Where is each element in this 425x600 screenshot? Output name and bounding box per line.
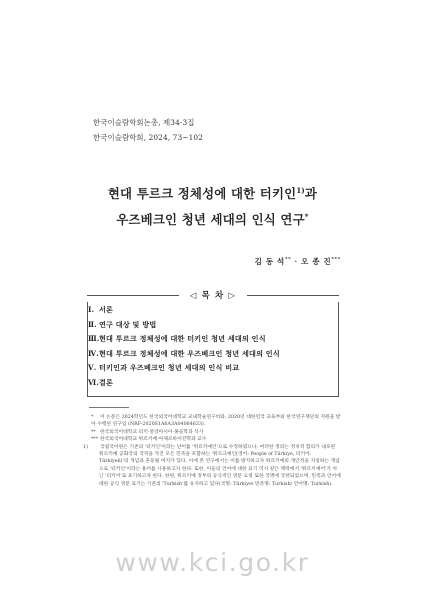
footnote-mark: 1) <box>83 444 88 450</box>
footnote-author2 <box>91 436 341 443</box>
author-line <box>255 256 341 267</box>
footnote-author1 <box>91 429 341 436</box>
article-title-line1 <box>0 184 425 202</box>
footnote-text: 이 논문은 2024학년도 한국외국어대학교 교내학술연구비와, 2020년 대한민국 교육부와 한국연구재단의 지원을 받아 수행된 연구임 (NRF-2020S1A6A3A04064633). <box>91 415 341 428</box>
toc-heading: ◁ 목 차 ▷ <box>189 290 237 300</box>
toc-item-number: Ⅱ. <box>88 319 97 329</box>
toc-item-label: 현대 투르크 정체성에 대한 터키인 청년 세대의 인식 <box>99 334 266 344</box>
toc-item-number: Ⅳ. <box>88 348 99 358</box>
journal-series: 한국이슬람학회논총, 제34-3집 <box>93 118 195 127</box>
footnote-text: 한국외국어대학교 튀르키예·아제르바이잔학과 교수 <box>100 437 207 443</box>
toc-list <box>88 305 280 393</box>
footnote-funding <box>91 414 341 429</box>
toc-item-label: 현대 투르크 정체성에 대한 우즈베크인 청년 세대의 인식 <box>99 348 280 358</box>
journal-citation: 한국이슬람학회, 2024, 73~102 <box>93 133 203 142</box>
footnote-text: 국립국어원은 기존의 '터키인'이라는 단어를 '튀르키예인'으로 수정하였으나, 여러한 정의는 정치적 함의가 내포된 튀르키예 공화국의 국적을 가진 모든 민족을 포함하는 '튀르크예인(영어: People of Türkiye, 터키어: Türkiyeli)'의 개념과 혼동될 여지가 있다. 이에 본 연구에서는 이를 방지하고자 튀르키예의 개인적을 지칭하는 개념으로 '터키인'이라는 용어를 사용하고자 한다. 또한, 이들의 언어에 대한 표기 역시 같은 맥락에서 '튀르키예어'가 아닌 '터키어'로 표기하고자 한다. 한편, 튀르키예 정부의 공식적인 영문 요청 또한 국명에 국한되었으며, 민족과 언어에 대한 공식 영문 표기는 기존의 'Turkish'를 유지하고 있다(국명: Türkiye/ 민족명: Turkish/ 언어명: Turkish). <box>99 444 341 487</box>
toc-divider <box>247 295 339 296</box>
footnote-mark: * <box>91 415 94 420</box>
toc-item[interactable] <box>88 320 280 335</box>
article-title-text1-end: 과 <box>304 186 318 201</box>
author-name: 김 동 석 <box>254 257 285 266</box>
author-mark[interactable]: *** <box>331 256 341 263</box>
toc-item-number: Ⅰ. <box>88 305 95 314</box>
toc-item[interactable] <box>88 363 280 378</box>
toc-item[interactable] <box>88 378 280 393</box>
footnote-terminology <box>83 444 341 488</box>
kci-watermark: www.kci.go.kr <box>115 548 310 577</box>
toc-item-label: 결론 <box>99 377 114 387</box>
author-mark[interactable]: ** <box>284 256 292 263</box>
toc-item-number: Ⅴ. <box>88 363 97 373</box>
footnote-mark: ** <box>91 429 96 435</box>
article-title-line2 <box>0 210 425 228</box>
footnotes <box>83 414 341 488</box>
toc-item[interactable] <box>88 349 280 364</box>
title-footnote-ref[interactable]: 1) <box>296 185 305 195</box>
toc-item[interactable] <box>88 305 280 320</box>
toc-item-label: 연구 대상 및 방법 <box>99 319 157 329</box>
author-name: 오 종 진 <box>301 257 332 266</box>
toc-item-number: Ⅲ. <box>88 334 100 344</box>
footnote-mark: *** <box>91 437 99 443</box>
toc-item-label: 서론 <box>99 305 114 314</box>
footnote-text: 한국외국어대학교 터키·중앙아시아·몽골학과 석사 <box>100 429 204 435</box>
article-title-text2: 우즈베크인 청년 세대의 인식 연구 <box>116 212 305 227</box>
toc-item-number: Ⅵ. <box>88 377 100 387</box>
author-separator: · <box>291 257 302 266</box>
title-asterisk[interactable]: * <box>304 211 309 221</box>
toc-item-label: 터키인과 우즈베크인 청년 세대의 인식 비교 <box>99 363 240 373</box>
toc-item[interactable] <box>88 334 280 349</box>
article-title-text1: 현대 투르크 정체성에 대한 터키인 <box>107 186 297 201</box>
footnote-rule <box>89 407 129 408</box>
toc-header <box>87 289 339 301</box>
